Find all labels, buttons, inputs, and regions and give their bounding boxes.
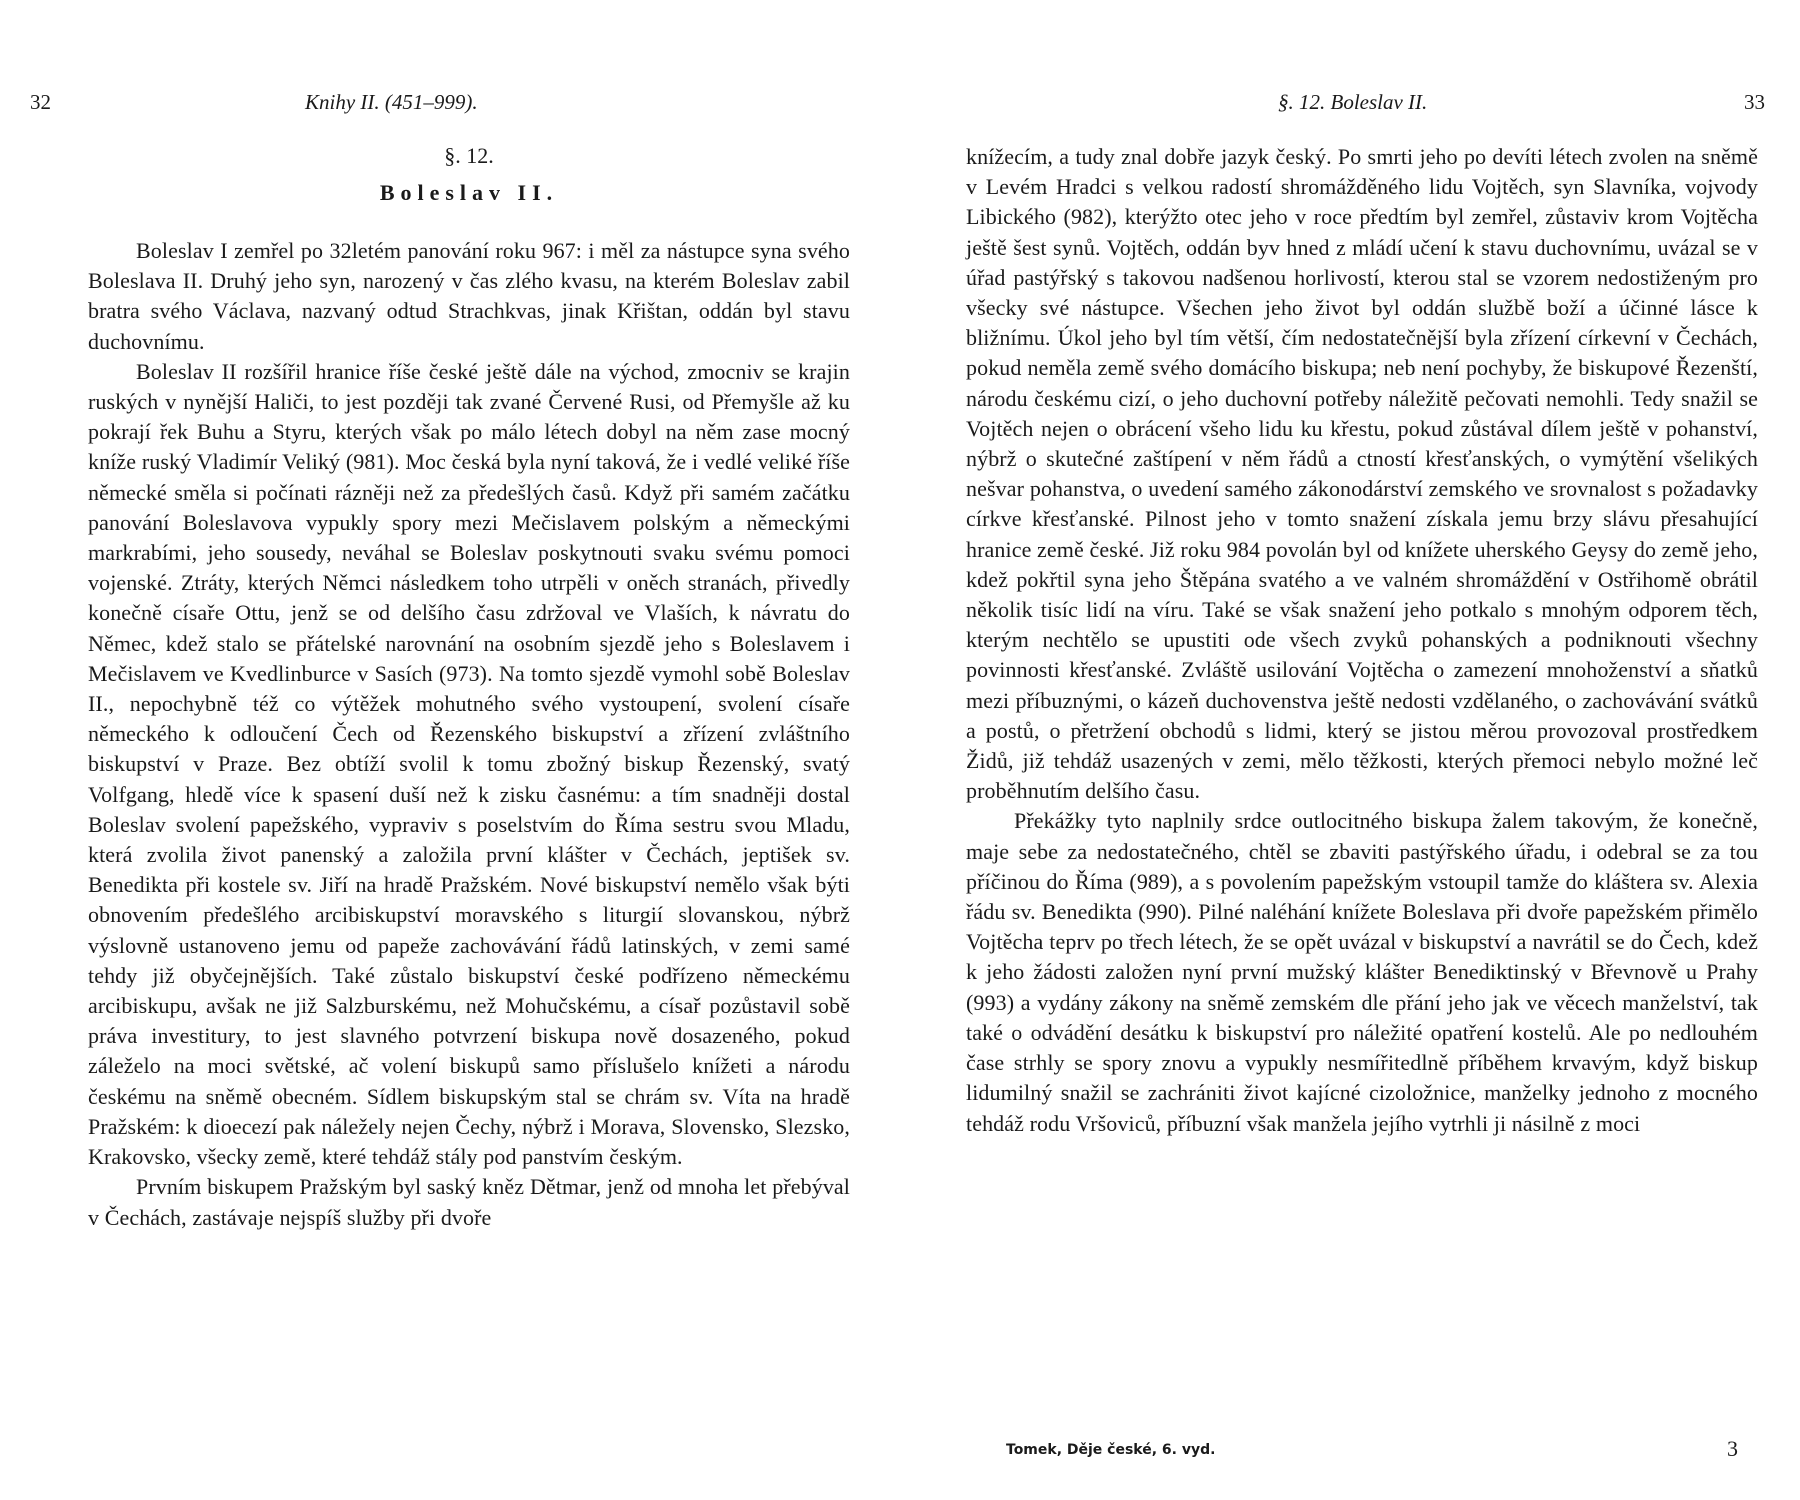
left-page-body <box>88 236 850 1233</box>
left-page-header <box>30 90 855 120</box>
right-page-header <box>965 90 1765 120</box>
paragraph: Prvním biskupem Pražským byl saský kněz Dětmar, jenž od mnoha let přebýval v Čechách, zastávaje nejspíš služby při dvoře <box>88 1174 850 1230</box>
section-title: Boleslav II. <box>379 180 559 205</box>
running-head: §. 12. Boleslav II. <box>1278 90 1428 114</box>
right-page <box>900 0 1800 1500</box>
paragraph: knížecím, a tudy znal dobře jazyk český. Po smrti jeho po devíti létech zvolen na sněmě v Levém Hradci s velkou radostí shromážděného lidu Vojtěch, syn Slavníka, vojvody Libického (982), kterýžto otec jeho v roce předtím byl zemřel, zůstaviv krom Vojtěcha ještě šest synů. Vojtěch, oddán byv hned z mládí učení k stavu duchovnímu, uvázal se v úřad pastýřský s takovou nadšenou horlivostí, kterou stal se vzorem nedostiženým pro všecky své nástupce. Všechen jeho život byl oddán službě boží a účinné lásce k bližnímu. Úkol jeho byl tím větší, čím nedostatečnější byla zřízení církevní v Čechách, pokud neměla země svého domácího biskupa; neb není pochyby, že biskupové Řezenští, národu českému cizí, o jeho duchovní potřeby náležitě pečovati nemohli. Tedy snažil se Vojtěch nejen o obrácení všeho lidu ku křestu, pokud zůstával dílem ještě v pohanství, nýbrž o skutečné zaštípení v něm řádů a ctností křesťanských, o vymýtění všelikých nešvar pohanstva, o uvedení samého zákonodárství zemského ve srovnalost s požadavky církve křesťanské. Pilnost jeho v tomto snažení získala jemu brzy slávu přesahující hranice země české. Již roku 984 povolán byl od knížete uherského Geysy do země jeho, kdež pokřtil syna jeho Štěpána svatého a ve valném shromáždění v Ostřihomě obrátil několik tisíc lidí na víru. Také se však snažení jeho potkalo s mnohým odporem těch, kterým nechtělo se upustiti ode všech zvyků pohanských a podniknouti všechny povinnosti křesťanské. Zvláště usilování Vojtěcha o zamezení mnohoženství a sňatků mezi příbuznými, o kázeň duchovenstva ještě nedosti vzdělaného, o zachovávání svátků a postů, o přetržení obchodů s lidmi, který se jistou měrou provozoval prostředkem Židů, již tehdáž usazených v zemi, mělo těžkosti, kterých přemoci nebylo možné leč proběhnutím delšího času. <box>966 144 1758 804</box>
paragraph: Boleslav II rozšířil hranice říše české ještě dále na východ, zmocniv se krajin ruských v nynější Haliči, to jest později tak zvané Červené Rusi, od Přemyšle až ku pokrají řek Buhu a Styru, kterých však po málo létech dobyl na něm zase mocný kníže ruský Vladimír Veliký (981). Moc česká byla nyní taková, že i vedlé veliké říše německé směla si počínati rázněji než za předešlých časů. Když při samém začátku panování Boleslavova vypukly spory mezi Mečislavem polským a německými markrabími, jeho sousedy, neváhal se Boleslav poskytnouti svaku svému pomoci vojenské. Ztráty, kterých Němci následkem toho utrpěli v oněch stranách, přivedly konečně císaře Ottu, jenž se od delšího času zdržoval ve Vlaších, k návratu do Němec, kdež stalo se přátelské narovnání na osobním sjezdě jeho s Boleslavem i Mečislavem ve Kvedlinburce v Sasích (973). Na tomto sjezdě vymohl sobě Boleslav II., nepochybně též co výtěžek mohutného svého vystoupení, svolení císaře německého k odloučení Čech od Řezenského biskupství a zřízení zvláštního biskupství v Praze. Bez obtíží svolil k tomu zbožný biskup Řezenský, svatý Volfgang, hledě více k spasení duší než k zisku časnému: a tím snadněji dostal Boleslav svolení papežského, vypraviv s poselstvím do Říma sestru svou Mladu, která zvolila život panenský a založila první klášter v Čechách, jeptišek sv. Benedikta při kostele sv. Jiří na hradě Pražském. Nové biskupství nemělo však býti obnovením předešlého arcibiskupství moravského s liturgií slovanskou, nýbrž výslovně ustanoveno jemu od papeže zachovávání řádů latinských, v zemi samé tehdy již obyčejnějších. Také zůstalo biskupství české podřízeno německému arcibiskupu, avšak ne již Salzburskému, než Mohučskému, a císař pozůstavil sobě práva investitury, to jest slavného potvrzení biskupa nově dosazeného, pokud záleželo na moci světské, ač volení biskupů samo příslušelo knížeti a národu českému na sněmě obecném. Sídlem biskupským stal se chrám sv. Víta na hradě Pražském: k dioecezí pak náležely nejen Čechy, nýbrž i Morava, Slovensko, Slezsko, Krakovsko, všecky země, které tehdáž stály pod panstvím českým. <box>88 358 850 1170</box>
right-page-body <box>966 142 1758 1139</box>
paragraph: Překážky tyto naplnily srdce outlocitného biskupa žalem takovým, že konečně, maje sebe za nedostatečného, chtěl se zbaviti pastýřského úřadu, i odebral se za tou příčinou do Říma (989), a s povolením papežským vstoupil tamže do kláštera sv. Alexia řádu sv. Benedikta (990). Pilné naléhání knížete Boleslava při dvoře papežském přimělo Vojtěcha teprv po třech létech, že se opět uvázal v biskupství a navrátil se do Čech, kdež k jeho žádosti založen nyní první mužský klášter Benediktinský v Břevnově u Prahy (993) a vydány zákony na sněmě zemském dle přání jeho jak ve věcech manželství, tak také o odvádění desátku k biskupství pro náležité opatření kostelů. Ale po nedlouhém čase strhly se spory znovu a vypukly nesmířitedlně příběhem krvavým, když biskup lidumilný snažil se zachrániti život kajícné cizoložnice, manželky jednoho z mocného tehdáž rodu Vršoviců, příbuzní však manžela jejího vytrhli ji násilně z moci <box>966 808 1758 1136</box>
page-number: 32 <box>30 90 51 114</box>
section-number: §. 12. <box>444 143 494 168</box>
signature-note: Tomek, Děje české, 6. vyd. <box>1006 1442 1216 1458</box>
signature-line <box>966 1436 1758 1464</box>
paragraph: Boleslav I zemřel po 32letém panování roku 967: i měl za nástupce syna svého Boleslava II. Druhý jeho syn, narozený v čas zlého kvasu, na kterém Boleslav zabil bratra svého Václava, nazvaný odtud Strachkvas, jinak Křištan, oddán byl stavu duchovnímu. <box>88 238 850 354</box>
running-head: Knihy II. (451–999). <box>305 90 478 114</box>
signature-number: 3 <box>1727 1436 1738 1461</box>
page-number: 33 <box>1744 90 1765 114</box>
